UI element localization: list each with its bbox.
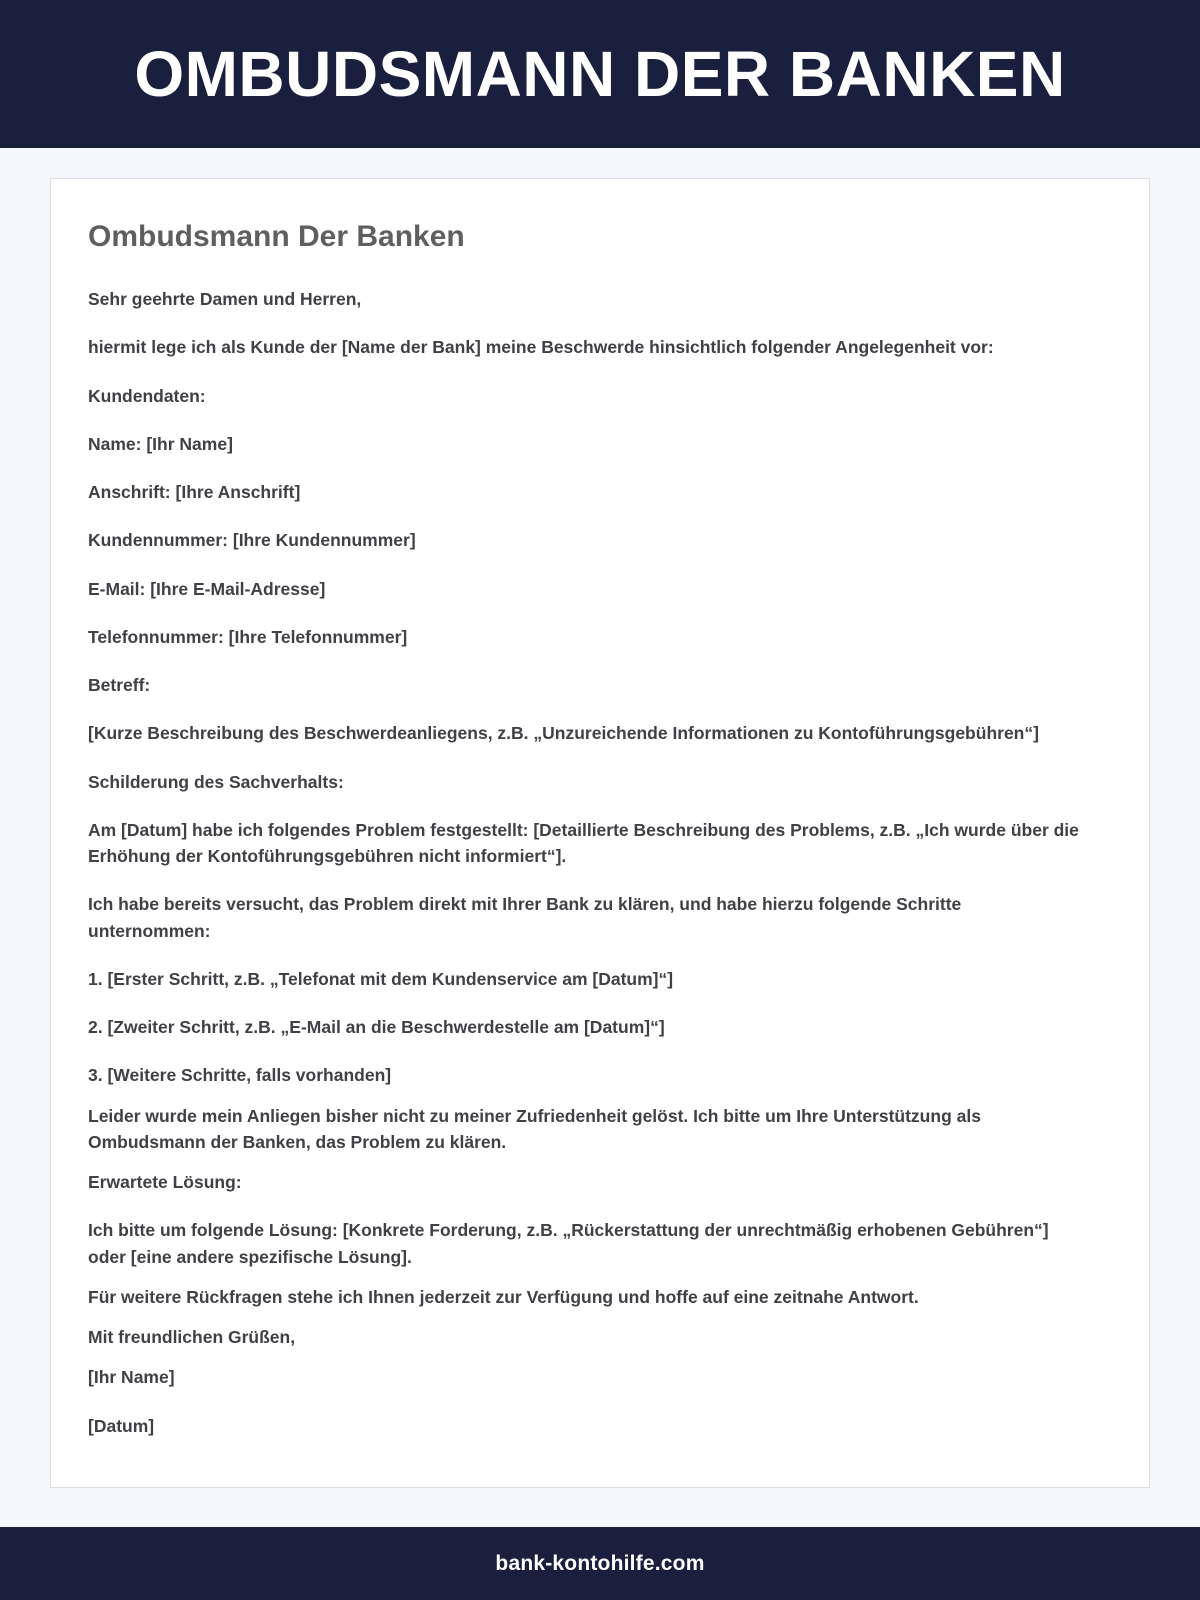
paragraph-step-1: 1. [Erster Schritt, z.B. „Telefonat mit dem Kundenservice am [Datum]“]	[88, 968, 674, 989]
paragraph-signature-name: [Ihr Name]	[88, 1367, 175, 1388]
paragraph-steps-intro: Ich habe bereits versucht, das Problem direkt mit Ihrer Bank zu klären, und habe hierzu folgende Schritte unternommen:	[88, 894, 962, 941]
paragraph-customer-number: Kundennummer: [Ihre Kundennummer]	[88, 530, 416, 551]
page-title: OMBUDSMANN DER BANKEN	[134, 38, 1066, 110]
document-body	[88, 286, 1112, 1439]
paragraph-expected-solution-heading: Erwartete Lösung:	[88, 1172, 242, 1192]
paragraph-customer-phone: Telefonnummer: [Ihre Telefonnummer]	[88, 626, 408, 647]
paragraph-signature-date: [Datum]	[88, 1415, 155, 1436]
site-footer	[0, 1527, 1200, 1600]
paragraph-facts-heading: Schilderung des Sachverhalts:	[88, 771, 344, 792]
paragraph-intro: hiermit lege ich als Kunde der [Name der Bank] meine Beschwerde hinsichtlich folgender Angelegenheit vor:	[88, 337, 994, 358]
paragraph-subject-heading: Betreff:	[88, 675, 151, 695]
document-card	[50, 178, 1150, 1488]
paragraph-customer-name: Name: [Ihr Name]	[88, 433, 233, 454]
paragraph-salutation: Sehr geehrte Damen und Herren,	[88, 289, 362, 309]
paragraph-customer-data-heading: Kundendaten:	[88, 385, 206, 406]
paragraph-closing-greeting: Mit freundlichen Grüßen,	[88, 1327, 296, 1347]
footer-site-url: bank-kontohilfe.com	[495, 1551, 705, 1575]
paragraph-customer-address: Anschrift: [Ihre Anschrift]	[88, 482, 301, 502]
paragraph-step-2: 2. [Zweiter Schritt, z.B. „E-Mail an die Beschwerdestelle am [Datum]“]	[88, 1017, 665, 1037]
paragraph-step-3: 3. [Weitere Schritte, falls vorhanden]	[88, 1065, 392, 1086]
paragraph-subject-placeholder: [Kurze Beschreibung des Beschwerdeanliegens, z.B. „Unzureichende Informationen zu Kontoführungsgebühren“]	[88, 723, 1039, 744]
page-body	[0, 148, 1200, 1527]
document-title: Ombudsmann Der Banken	[88, 220, 465, 253]
site-header	[0, 0, 1200, 148]
paragraph-facts-description: Am [Datum] habe ich folgendes Problem festgestellt: [Detaillierte Beschreibung des Problems, z.B. „Ich wurde über die Erhöhung der Kontoführungsgebühren nicht informiert“].	[88, 819, 1079, 866]
paragraph-further-questions: Für weitere Rückfragen stehe ich Ihnen jederzeit zur Verfügung und hoffe auf eine zeitnahe Antwort.	[88, 1286, 919, 1307]
paragraph-customer-email: E-Mail: [Ihre E-Mail-Adresse]	[88, 578, 326, 599]
paragraph-expected-solution-text: Ich bitte um folgende Lösung: [Konkrete Forderung, z.B. „Rückerstattung der unrechtmäßig erhobenen Gebühren“] oder [eine andere spezifische Lösung].	[88, 1220, 1049, 1267]
paragraph-unresolved: Leider wurde mein Anliegen bisher nicht zu meiner Zufriedenheit gelöst. Ich bitte um Ihre Unterstützung als Ombudsmann der Banken, das Problem zu klären.	[88, 1105, 981, 1152]
